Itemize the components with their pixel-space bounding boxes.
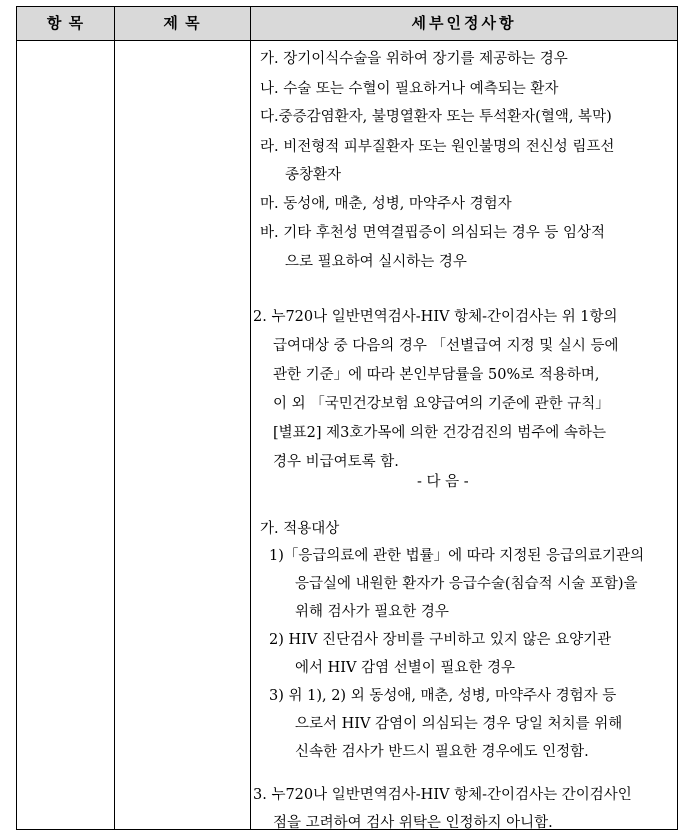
text-line: 경우 비급여토록 함.: [273, 454, 399, 470]
text-line: 으로서 HIV 감염이 의심되는 경우 당일 처치를 위해: [295, 716, 623, 732]
text-line-center: - 다 음 -: [417, 474, 469, 490]
text-line: 신속한 검사가 반드시 필요한 경우에도 인정함.: [295, 744, 589, 760]
text-line: 점을 고려하여 검사 위탁은 인정하지 아니함.: [273, 815, 553, 831]
header-details: 세부인정사항: [411, 14, 517, 32]
text-line: 3. 누720나 일반면역검사-HIV 항체-간이검사는 간이검사인: [253, 787, 632, 803]
regulation-table: [16, 6, 678, 830]
text-line: 위해 검사가 필요한 경우: [295, 604, 449, 620]
text-line: 종창환자: [285, 167, 342, 183]
text-line: 다.중증감염환자, 불명열환자 또는 투석환자(혈액, 복막): [260, 109, 612, 125]
text-line: 이 외 「국민건강보험 요양급여의 기준에 관한 규칙」: [273, 396, 610, 412]
column-divider: [250, 7, 251, 829]
text-line: 급여대상 중 다음의 경우 「선별급여 지정 및 실시 등에: [273, 338, 619, 354]
text-line: [별표2] 제3호가목에 의한 건강검진의 범주에 속하는: [273, 425, 606, 441]
text-line: 라. 비전형적 피부질환자 또는 원인불명의 전신성 림프선: [260, 139, 615, 155]
text-line: 나. 수술 또는 수혈이 필요하거나 예측되는 환자: [260, 81, 559, 97]
text-line: 가. 장기이식수술을 위하여 장기를 제공하는 경우: [260, 51, 568, 67]
column-divider: [114, 7, 115, 829]
text-line: 2) HIV 진단검사 장비를 구비하고 있지 않은 요양기관: [269, 632, 612, 648]
text-line: 가. 적용대상: [260, 521, 340, 537]
text-line: 바. 기타 후천성 면역결핍증이 의심되는 경우 등 임상적: [260, 225, 606, 241]
header-title: 제 목: [163, 14, 201, 32]
text-line: 3) 위 1), 2) 외 동성애, 매춘, 성병, 마약주사 경험자 등: [269, 688, 617, 704]
text-line: 1)「응급의료에 관한 법률」에 따라 지정된 응급의료기관의: [269, 548, 645, 564]
text-line: 응급실에 내원한 환자가 응급수술(침습적 시술 포함)을: [295, 576, 638, 592]
header-item: 항 목: [46, 14, 85, 32]
text-line: 관한 기준」에 따라 본인부담률을 50%로 적용하며,: [273, 367, 600, 383]
text-line: 2. 누720나 일반면역검사-HIV 항체-간이검사는 위 1항의: [253, 309, 618, 325]
text-line: 으로 필요하여 실시하는 경우: [285, 254, 467, 270]
text-line: 마. 동성애, 매춘, 성병, 마약주사 경험자: [260, 196, 512, 212]
text-line: 에서 HIV 감염 선별이 필요한 경우: [295, 660, 515, 676]
table-header: [17, 7, 677, 41]
